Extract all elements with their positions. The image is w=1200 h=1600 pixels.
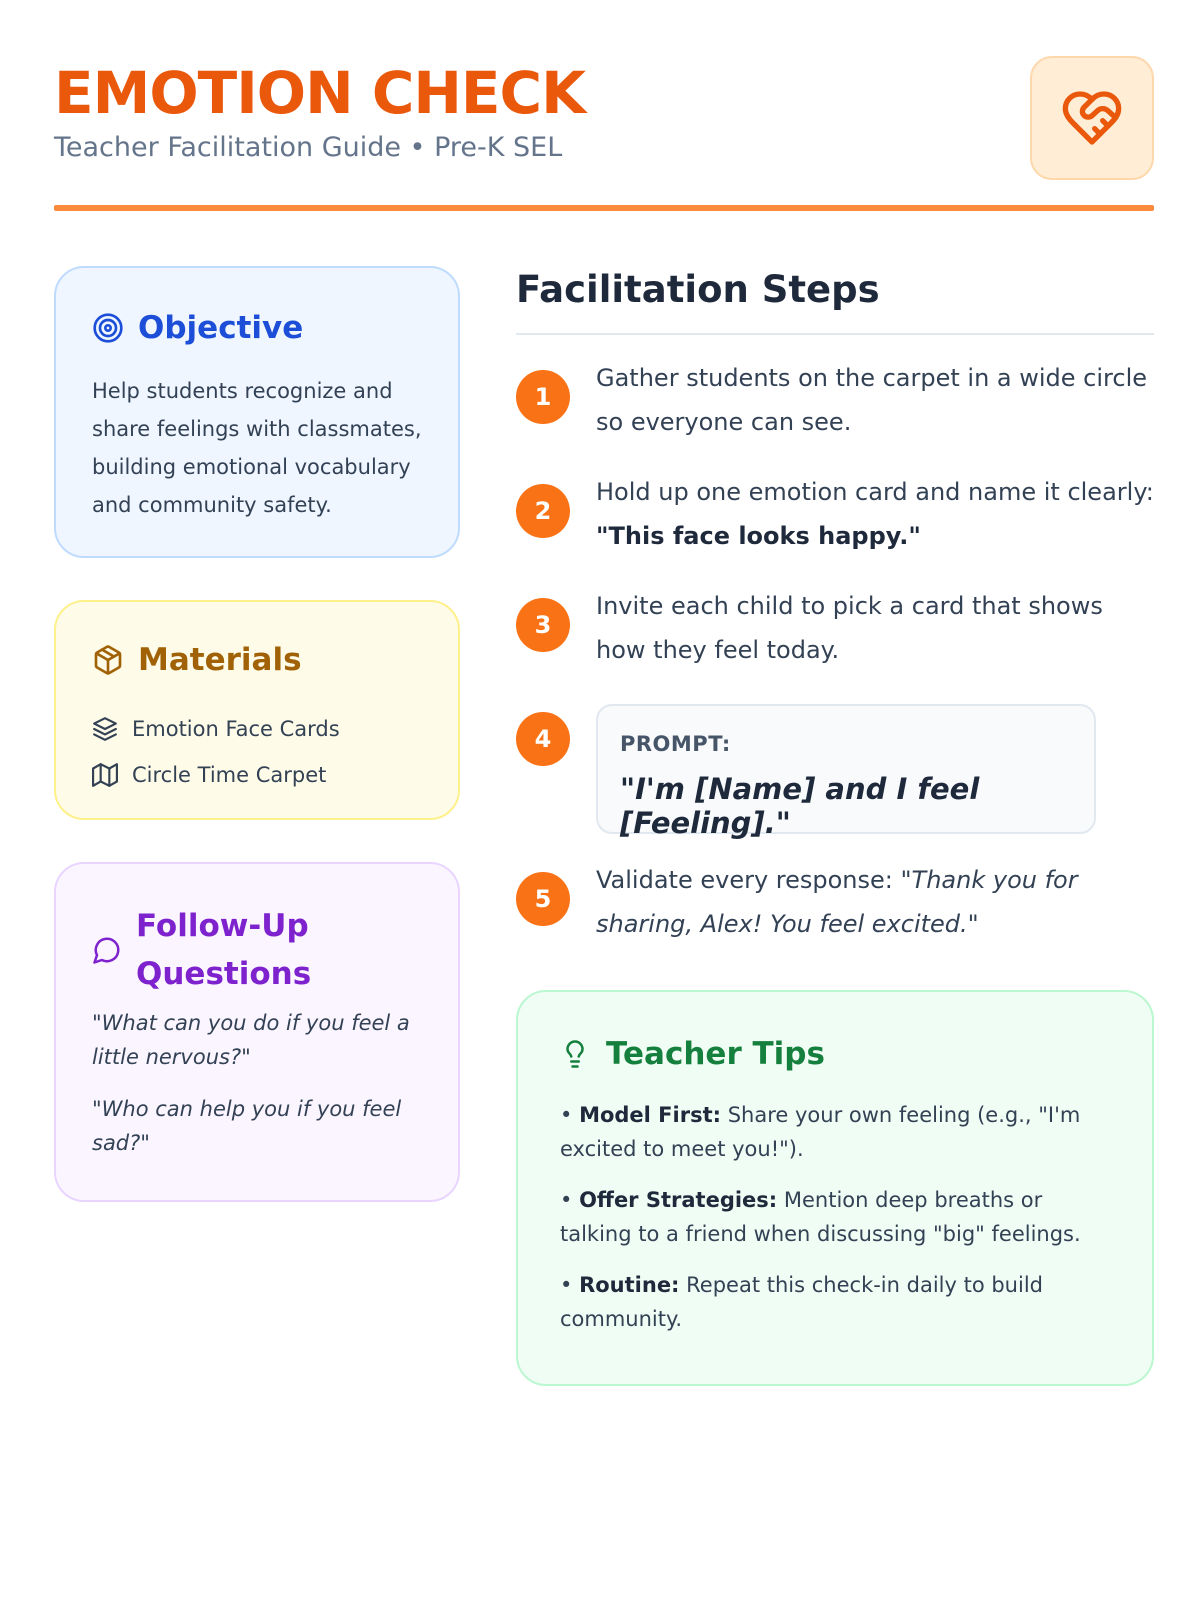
step-text-wrap xyxy=(596,858,1156,946)
follow-up-card xyxy=(54,862,460,1202)
step-text: Gather students on the carpet in a wide circle so everyone can see. xyxy=(596,364,1148,436)
materials-card xyxy=(54,600,460,820)
lightbulb-icon xyxy=(560,1039,590,1069)
page-subtitle: Teacher Facilitation Guide • Pre-K SEL xyxy=(54,132,563,163)
step-number: 3 xyxy=(516,598,570,652)
tip-bullet: • xyxy=(560,1188,573,1212)
follow-up-question: "What can you do if you feel a little nervous?" xyxy=(92,1011,410,1069)
step-emphasis: "This face looks happy." xyxy=(596,522,921,550)
message-circle-icon xyxy=(92,935,122,965)
tip-text: Mention deep breaths or talking to a friend when discussing "big" feelings. xyxy=(560,1188,1081,1246)
step-number: 4 xyxy=(516,712,570,766)
prompt-label: PROMPT: xyxy=(620,732,731,756)
objective-text: Help students recognize and share feelings with classmates, building emotional vocabulary and community safety. xyxy=(92,379,422,517)
materials-item xyxy=(92,706,340,752)
page-header xyxy=(54,56,1154,216)
map-icon xyxy=(92,762,118,788)
materials-item-label: Circle Time Carpet xyxy=(132,763,327,787)
tip-bullet: • xyxy=(560,1103,573,1127)
steps-divider xyxy=(516,333,1154,335)
tip-item xyxy=(560,1098,1120,1166)
page-title: EMOTION CHECK xyxy=(54,59,586,127)
follow-up-question: "Who can help you if you feel sad?" xyxy=(92,1097,402,1155)
follow-up-title: Follow-Up Questions xyxy=(136,908,312,992)
package-icon xyxy=(92,644,124,676)
step-number: 2 xyxy=(516,484,570,538)
steps-heading: Facilitation Steps xyxy=(516,268,880,311)
objective-card xyxy=(54,266,460,558)
layers-icon xyxy=(92,716,118,742)
logo-badge xyxy=(1030,56,1154,180)
tip-text: Repeat this check-in daily to build community. xyxy=(560,1273,1043,1331)
tip-item xyxy=(560,1183,1120,1251)
materials-item xyxy=(92,752,340,798)
tip-label: Offer Strategies: xyxy=(579,1188,778,1212)
heart-handshake-icon xyxy=(1060,86,1124,150)
tip-text: Share your own feeling (e.g., "I'm excited to meet you!"). xyxy=(560,1103,1081,1161)
step-text-wrap xyxy=(596,470,1156,558)
target-icon xyxy=(92,312,124,344)
header-divider xyxy=(54,205,1154,211)
prompt-box xyxy=(596,704,1096,840)
tip-item xyxy=(560,1268,1120,1336)
objective-title: Objective xyxy=(138,310,304,346)
tip-label: Routine: xyxy=(579,1273,680,1297)
tips-title: Teacher Tips xyxy=(606,1036,825,1072)
teacher-tips-card xyxy=(516,990,1154,1386)
tip-bullet: • xyxy=(560,1273,573,1297)
step-number: 5 xyxy=(516,872,570,926)
step-text: Validate every response: xyxy=(596,866,893,894)
step-number: 1 xyxy=(516,370,570,424)
step-quote: "Thank you for sharing, Alex! You feel excited." xyxy=(596,866,1078,938)
step-text: Invite each child to pick a card that shows how they feel today. xyxy=(596,592,1103,664)
tip-label: Model First: xyxy=(579,1103,722,1127)
step-text: Hold up one emotion card and name it clearly: xyxy=(596,478,1154,506)
materials-item-label: Emotion Face Cards xyxy=(132,717,340,741)
materials-title: Materials xyxy=(138,642,302,678)
prompt-text: "I'm [Name] and I feel [Feeling]." xyxy=(620,772,980,840)
